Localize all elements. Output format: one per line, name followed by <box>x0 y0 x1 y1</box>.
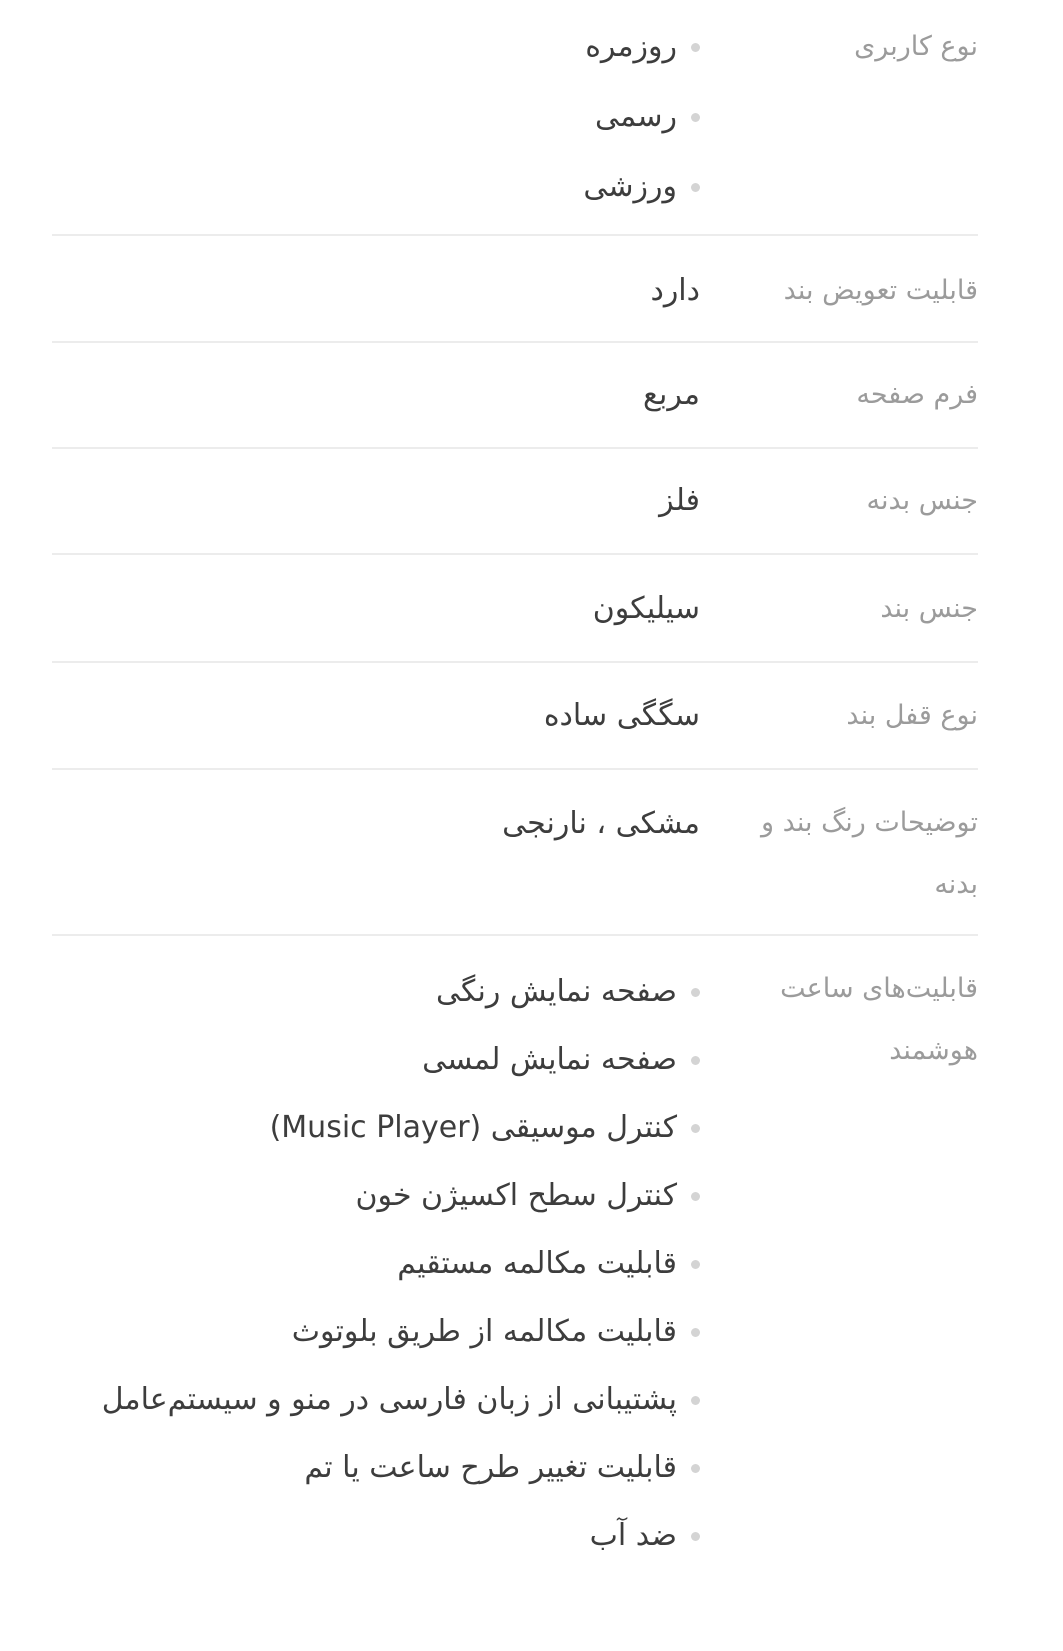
spec-label: جنس بدنه <box>866 485 978 516</box>
spec-row-usage-type <box>52 0 978 236</box>
bullet-dot-icon <box>691 43 700 52</box>
spec-value-list <box>52 958 700 1570</box>
list-item: ورزشی <box>52 152 700 222</box>
spec-value-list <box>52 12 700 222</box>
spec-label: نوع کاربری <box>854 31 978 62</box>
spec-row-clasp-type <box>52 663 978 770</box>
list-item: قابلیت تغییر طرح ساعت یا تم <box>52 1434 700 1502</box>
bullet-dot-icon <box>691 988 700 997</box>
bullet-dot-icon <box>691 1464 700 1473</box>
spec-label: نوع قفل بند <box>846 700 978 731</box>
list-item: ضد آب <box>52 1502 700 1570</box>
spec-label: قابلیت‌های ساعت هوشمند <box>780 973 978 1066</box>
spec-label: فرم صفحه <box>856 379 978 410</box>
spec-value <box>52 958 700 1570</box>
list-item: کنترل موسیقی (Music Player) <box>52 1094 700 1162</box>
spec-row-smart-features <box>52 936 978 1570</box>
spec-value: سیلیکون <box>592 591 700 626</box>
bullet-dot-icon <box>691 1328 700 1337</box>
spec-row-band-replaceable <box>52 236 978 343</box>
list-item: کنترل سطح اکسیژن خون <box>52 1162 700 1230</box>
spec-value: مشکی ، نارنجی <box>502 806 700 841</box>
spec-value: سگگی ساده <box>543 698 700 733</box>
spec-value: دارد <box>650 273 700 308</box>
list-item: صفحه نمایش رنگی <box>52 958 700 1026</box>
list-item: روزمره <box>52 12 700 82</box>
list-item: صفحه نمایش لمسی <box>52 1026 700 1094</box>
list-item: قابلیت مکالمه مستقیم <box>52 1230 700 1298</box>
bullet-dot-icon <box>691 113 700 122</box>
spec-row-band-material <box>52 555 978 663</box>
spec-value <box>52 12 700 222</box>
bullet-dot-icon <box>691 1192 700 1201</box>
bullet-dot-icon <box>691 1532 700 1541</box>
list-item: پشتیبانی از زبان فارسی در منو و سیستم‌عامل <box>52 1366 700 1434</box>
bullet-dot-icon <box>691 1124 700 1133</box>
bullet-dot-icon <box>691 1396 700 1405</box>
spec-label: توضیحات رنگ بند و بدنه <box>761 807 978 900</box>
spec-value: فلز <box>659 483 700 518</box>
spec-row-body-material <box>52 449 978 555</box>
spec-row-screen-shape <box>52 343 978 449</box>
spec-label: قابلیت تعویض بند <box>783 275 978 306</box>
bullet-dot-icon <box>691 1056 700 1065</box>
bullet-dot-icon <box>691 183 700 192</box>
spec-row-color-description <box>52 770 978 936</box>
spec-value: مربع <box>643 377 700 412</box>
list-item: قابلیت مکالمه از طریق بلوتوث <box>52 1298 700 1366</box>
spec-label: جنس بند <box>880 593 978 624</box>
bullet-dot-icon <box>691 1260 700 1269</box>
list-item: رسمی <box>52 82 700 152</box>
